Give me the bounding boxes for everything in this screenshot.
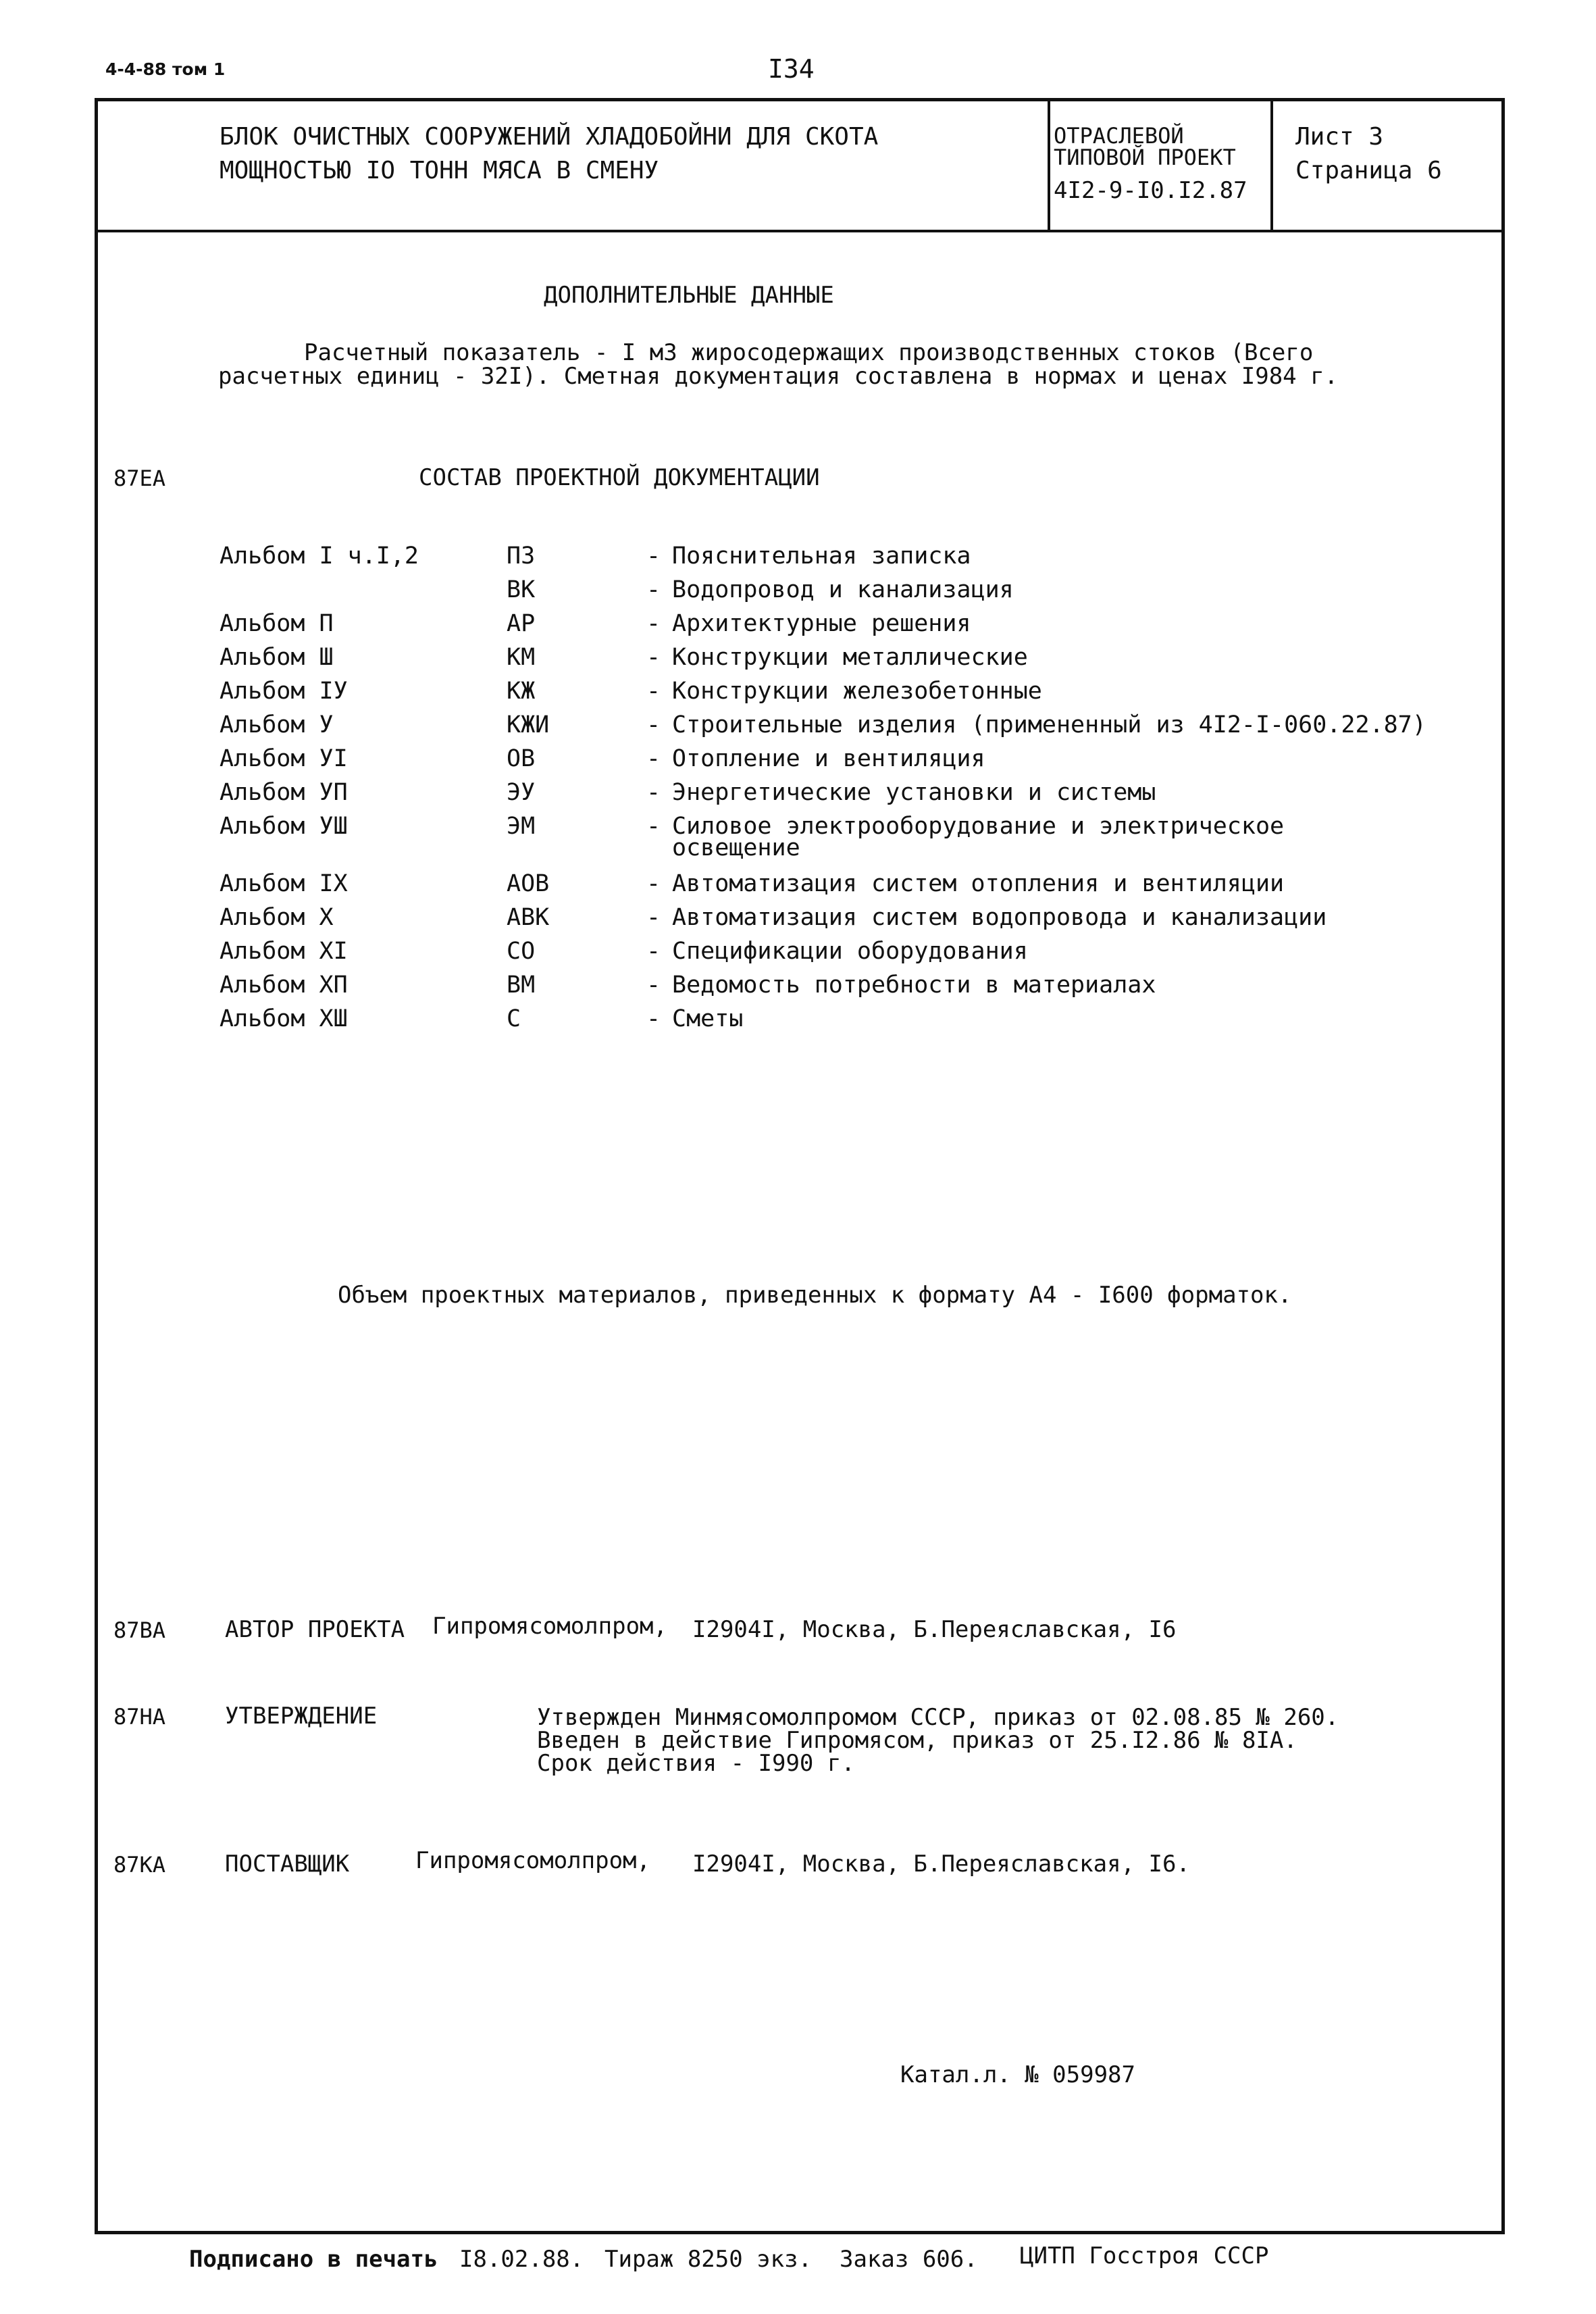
album-name: Альбом П	[220, 610, 334, 637]
album-name: Альбом УI	[220, 745, 348, 772]
album-name: Альбом XI	[220, 938, 348, 965]
album-name: Альбом XП	[220, 972, 348, 999]
project-type-line-2: ТИПОВОЙ ПРОЕКТ	[1054, 145, 1236, 170]
sheet-number: Лист 3	[1295, 123, 1384, 151]
section-description: Конструкции металлические	[672, 644, 1028, 671]
album-name: Альбом IУ	[220, 678, 348, 705]
order-number: Заказ 606.	[840, 2246, 978, 2273]
album-name: Альбом I ч.I,2	[220, 543, 419, 570]
section-description: Спецификации оборудования	[672, 938, 1028, 965]
additional-line-1: Расчетный показатель - I м3 жиросодержащих производственных стоков (Всего	[304, 339, 1314, 366]
section-description-continued: освещение	[672, 834, 800, 861]
section-description: Энергетические установки и системы	[672, 779, 1156, 806]
document-frame	[95, 98, 1505, 2234]
section-code: ЭУ	[507, 779, 536, 806]
album-name: Альбом Ш	[220, 644, 334, 671]
supplier-code: 87КА	[113, 1852, 166, 1878]
publisher: ЦИТП Госстроя СССР	[1020, 2242, 1269, 2269]
composition-heading: СОСТАВ ПРОЕКТНОЙ ДОКУМЕНТАЦИИ	[419, 464, 820, 491]
section-description: Архитектурные решения	[672, 610, 971, 637]
section-code: АР	[507, 610, 536, 637]
additional-line-2: расчетных единиц - 32I). Сметная документация составлена в нормах и ценах I984 г.	[218, 363, 1339, 390]
album-name: Альбом УП	[220, 779, 348, 806]
section-code: ЭМ	[507, 813, 536, 840]
supplier-label: ПОСТАВЩИК	[225, 1851, 350, 1878]
separator-dash: -	[646, 678, 661, 705]
separator-dash: -	[646, 972, 661, 999]
title-block-separator-2	[1270, 101, 1273, 230]
project-code: 4I2-9-I0.I2.87	[1054, 177, 1247, 204]
approval-code: 87НА	[113, 1704, 166, 1730]
separator-dash: -	[646, 644, 661, 671]
title-line-1: БЛОК ОЧИСТНЫХ СООРУЖЕНИЙ ХЛАДОБОЙНИ ДЛЯ СКОТА	[220, 123, 879, 151]
separator-dash: -	[646, 870, 661, 897]
page-number: I34	[768, 54, 815, 84]
print-run: Тираж 8250 экз.	[604, 2246, 813, 2273]
section-code: АОВ	[507, 870, 550, 897]
separator-dash: -	[646, 813, 661, 840]
section-code: СО	[507, 938, 536, 965]
separator-dash: -	[646, 1005, 661, 1032]
project-type-line-1: ОТРАСЛЕВОЙ	[1054, 123, 1184, 149]
separator-dash: -	[646, 610, 661, 637]
supplier-organization: Гипромясомолпром,	[415, 1847, 650, 1874]
separator-dash: -	[646, 938, 661, 965]
section-description: Ведомость потребности в материалах	[672, 972, 1156, 999]
section-description: Силовое электрооборудование и электрическое	[672, 813, 1285, 840]
supplier-address: I2904I, Москва, Б.Переяславская, I6.	[692, 1851, 1190, 1878]
author-label: АВТОР ПРОЕКТА	[225, 1616, 405, 1643]
approval-line-1: Утвержден Минмясомолпромом СССР, приказ от 02.08.85 № 260.	[537, 1704, 1339, 1731]
album-name: Альбом IX	[220, 870, 348, 897]
volume-label: 4-4-88 том 1	[105, 59, 226, 79]
separator-dash: -	[646, 711, 661, 738]
section-code: КЖИ	[507, 711, 550, 738]
album-name: Альбом X	[220, 904, 334, 931]
approval-line-3: Срок действия - I990 г.	[537, 1750, 855, 1777]
author-organization: Гипромясомолпром,	[432, 1613, 667, 1640]
section-code: ОВ	[507, 745, 536, 772]
section-description: Автоматизация систем отопления и вентиляции	[672, 870, 1285, 897]
section-code: КМ	[507, 644, 536, 671]
section-description: Отопление и вентиляция	[672, 745, 985, 772]
composition-code: 87ЕА	[113, 466, 166, 491]
page-label: Страница 6	[1295, 157, 1442, 184]
separator-dash: -	[646, 745, 661, 772]
separator-dash: -	[646, 576, 661, 603]
section-code: С	[507, 1005, 521, 1032]
title-line-2: МОЩНОСТЬЮ IO ТОНН МЯСА В СМЕНУ	[220, 157, 659, 184]
author-address: I2904I, Москва, Б.Переяславская, I6	[692, 1616, 1177, 1643]
additional-heading: ДОПОЛНИТЕЛЬНЫЕ ДАННЫЕ	[544, 282, 834, 309]
section-code: ПЗ	[507, 543, 536, 570]
volume-note: Объем проектных материалов, приведенных к формату А4 - I600 форматок.	[338, 1282, 1292, 1309]
section-code: ВМ	[507, 972, 536, 999]
section-code: АВК	[507, 904, 550, 931]
section-code: ВК	[507, 576, 536, 603]
approval-label: УТВЕРЖДЕНИЕ	[225, 1703, 378, 1730]
section-description: Сметы	[672, 1005, 744, 1032]
album-name: Альбом УШ	[220, 813, 348, 840]
section-code: КЖ	[507, 678, 536, 705]
section-description: Пояснительная записка	[672, 543, 971, 570]
signed-date: I8.02.88.	[459, 2246, 584, 2273]
section-description: Автоматизация систем водопровода и канализации	[672, 904, 1327, 931]
album-name: Альбом У	[220, 711, 334, 738]
author-code: 87ВА	[113, 1617, 166, 1643]
section-description: Конструкции железобетонные	[672, 678, 1042, 705]
separator-dash: -	[646, 543, 661, 570]
album-name: Альбом XШ	[220, 1005, 348, 1032]
approval-line-2: Введен в действие Гипромясом, приказ от 25.I2.86 № 8IA.	[537, 1727, 1297, 1754]
title-block-divider	[98, 230, 1501, 232]
catalog-number: Катал.л. № 059987	[900, 2061, 1135, 2088]
separator-dash: -	[646, 779, 661, 806]
separator-dash: -	[646, 904, 661, 931]
signed-label: Подписано в печать	[189, 2246, 438, 2273]
section-description: Строительные изделия (примененный из 4I2-I-060.22.87)	[672, 711, 1426, 738]
title-block-separator-1	[1048, 101, 1050, 230]
section-description: Водопровод и канализация	[672, 576, 1014, 603]
